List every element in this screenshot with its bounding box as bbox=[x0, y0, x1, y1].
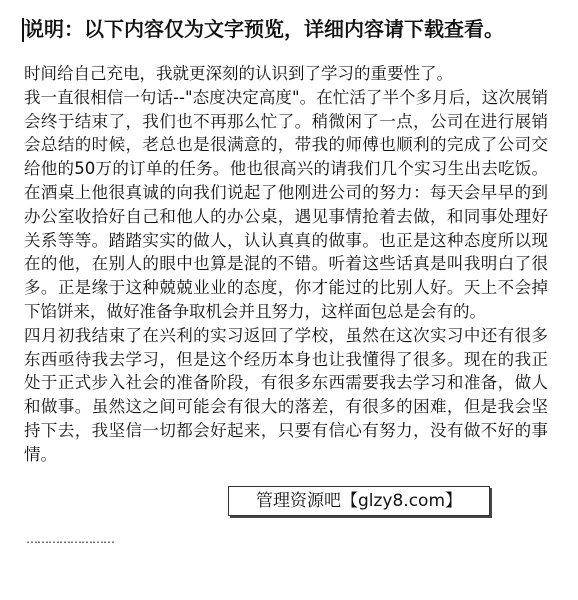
watermark-banner: 管理资源吧【glzy8.com】 bbox=[228, 486, 490, 516]
paragraph: 四月初我结束了在兴利的实习返回了学校，虽然在这次实习中还有很多东西亟待我去学习，但是这个经历本身也让我懂得了很多。现在的我正处于正式步入社会的准备阶段，有很多东西需要我去学习和准备，做人和做事。虽然这之间可能会有很大的落差，有很多的困难，但是我会坚持下去，我坚信一切都会好起来，只要有信心有努力，没有做不好的事情。 bbox=[24, 325, 548, 464]
paragraph: 时间给自己充电，我就更深刻的认识到了学习的重要性了。 bbox=[24, 64, 453, 83]
document-body bbox=[24, 62, 548, 467]
preview-notice: 说明：以下内容仅为文字预览，详细内容请下载查看。 bbox=[24, 17, 504, 41]
paragraph: 我一直很相信一句话--"态度决定高度"。在忙活了半个多月后，这次展销会终于结束了，我们也不再那么忙了。稍微闲了一点，公司在进行展销会总结的时候，老总也是很满意的，带我的师傅也顺利的完成了公司交给他的50万的订单的任务。他也很高兴的请我们几个实习生出去吃饭。在酒桌上他很真诚的向我们说起了他刚进公司的努力：每天会早早的到办公室收拾好自己和他人的办公桌，遇见事情抢着去做，和同事处理好关系等等。踏踏实实的做人，认认真真的做事。也正是这种态度所以现在的他，在别人的眼中也算是混的不错。听着这些话真是叫我明白了很多。正是缘于这种兢兢业业的态度，你才能过的比别人好。天上不会掉下馅饼来，做好准备争取机会并且努力，这样面包总是会有的。 bbox=[24, 87, 548, 321]
ellipsis-dots: …………………… bbox=[26, 532, 114, 546]
